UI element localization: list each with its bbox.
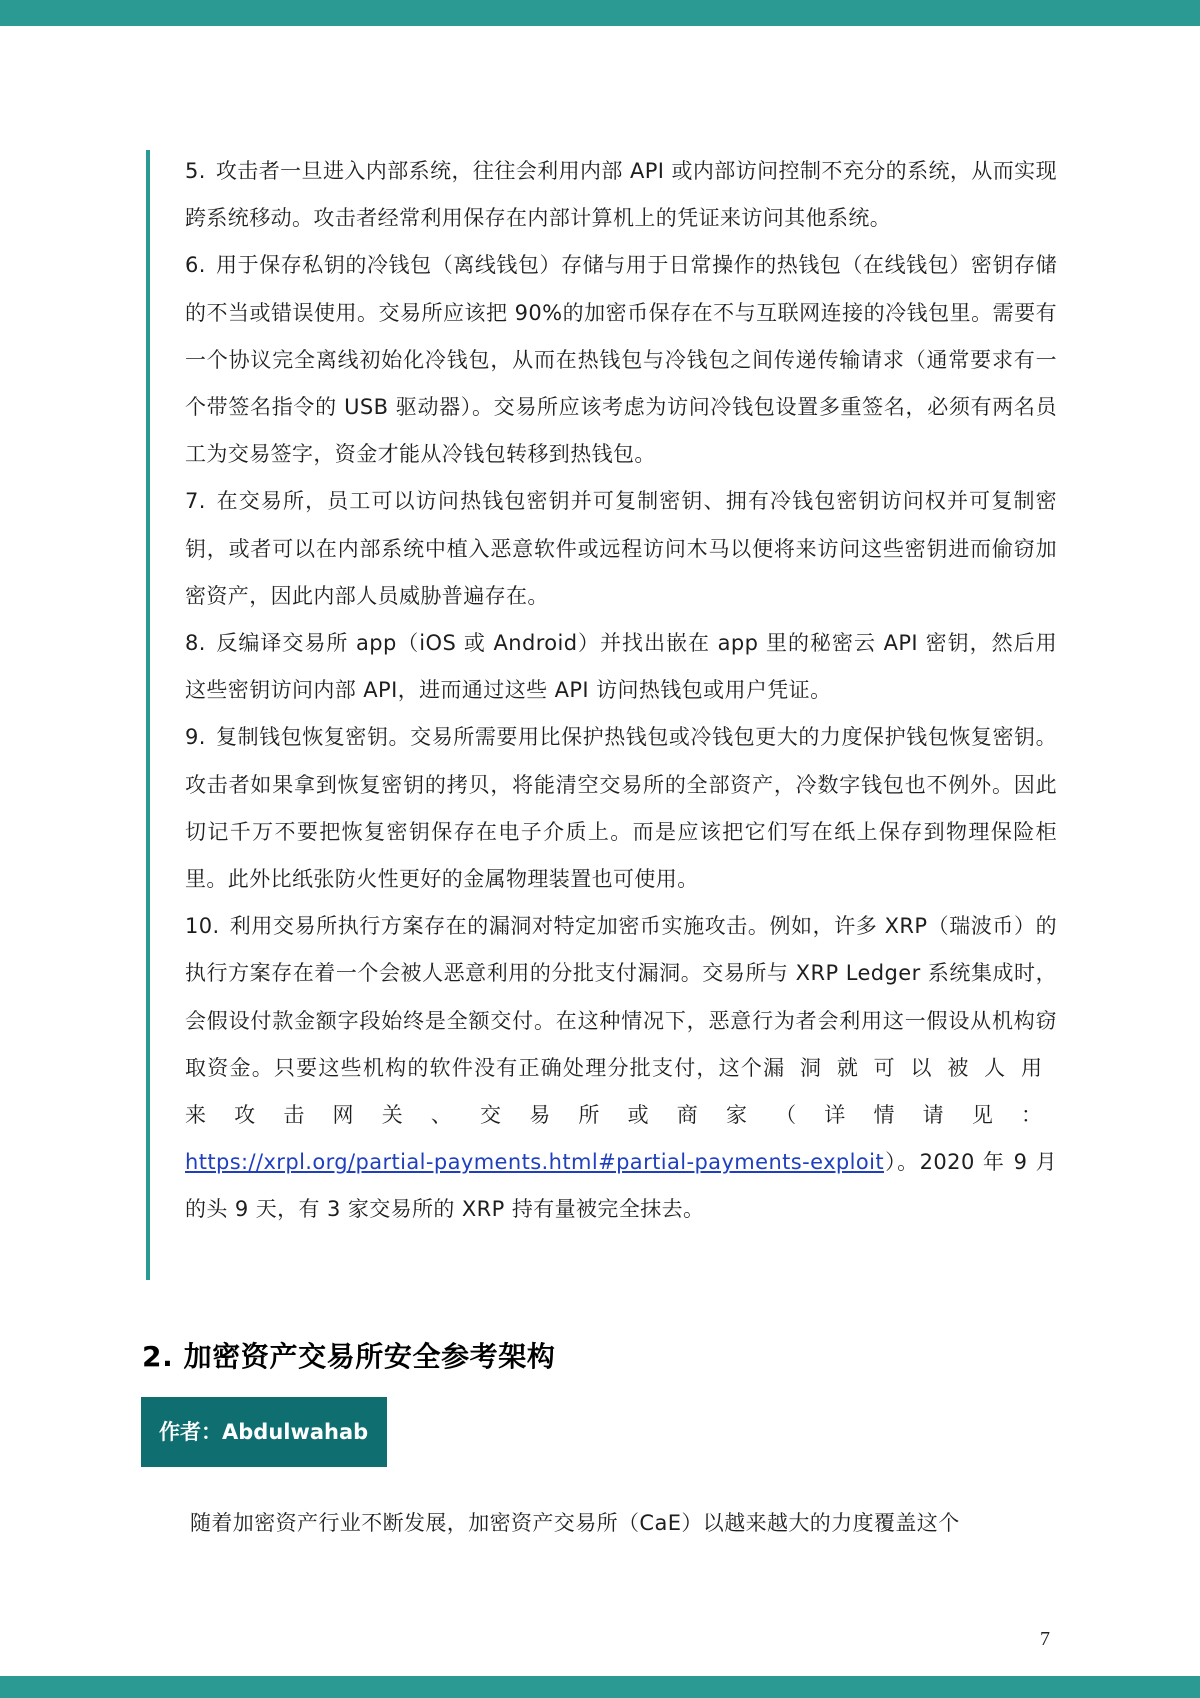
list-item	[185, 714, 1057, 903]
bottom-accent-bar	[0, 1676, 1200, 1698]
list-item-number: 7.	[185, 489, 206, 514]
list-item	[185, 148, 1057, 242]
list-item	[185, 242, 1057, 478]
list-item-text: 反编译交易所 app（iOS 或 Android）并找出嵌在 app 里的秘密云 API 密钥，然后用这些密钥访问内部 API，进而通过这些 API 访问热钱包或用户凭证。	[185, 631, 1057, 703]
partial-payments-link[interactable]: https://xrpl.org/partial-payments.html#partial-payments-exploit	[185, 1150, 884, 1175]
author-label: 作者：Abdulwahab Z	[141, 1397, 387, 1467]
list-item-number: 6.	[185, 253, 206, 278]
page-number: 7	[1040, 1628, 1050, 1650]
section-heading: 2. 加密资产交易所安全参考架构	[142, 1340, 556, 1373]
list-item-text: 在交易所，员工可以访问热钱包密钥并可复制密钥、拥有冷钱包密钥访问权并可复制密钥，或者可以在内部系统中植入恶意软件或远程访问木马以便将来访问这些密钥进而偷窃加密资产，因此内部人员威胁普遍存在。	[185, 489, 1057, 608]
list-item-number: 8.	[185, 631, 206, 656]
numbered-list	[185, 148, 1057, 1234]
top-accent-bar	[0, 0, 1200, 26]
list-item-number: 9.	[185, 725, 206, 750]
list-item-text: 利用交易所执行方案存在的漏洞对特定加密币实施攻击。例如，许多 XRP（瑞波币）的执行方案存在着一个会被人恶意利用的分批支付漏洞。交易所与 XRP Ledger 系统集成时，会假设付款金额字段始终是全额交付。在这种情况下，恶意行为者会利用这一假设从机构窃取资金。只要这些机构的软件没有正确处理分批支付，这个	[185, 914, 1057, 1080]
list-item-text: ）。2020 年 9 月的头 9 天，有 3 家交易所的 XRP 持有量被完全抹去。	[185, 1150, 1057, 1222]
intro-paragraph: 随着加密资产行业不断发展，加密资产交易所（CaE）以越来越大的力度覆盖这个	[190, 1511, 960, 1535]
list-item-text: 攻击者一旦进入内部系统，往往会利用内部 API 或内部访问控制不充分的系统，从而实现跨系统移动。攻击者经常利用保存在内部计算机上的凭证来访问其他系统。	[185, 159, 1057, 231]
list-item	[185, 903, 1057, 1233]
list-item-number: 5.	[185, 159, 206, 183]
list-item-text: 复制钱包恢复密钥。交易所需要用比保护热钱包或冷钱包更大的力度保护钱包恢复密钥。攻击者如果拿到恢复密钥的拷贝，将能清空交易所的全部资产，冷数字钱包也不例外。因此切记千万不要把恢复密钥保存在电子介质上。而是应该把它们写在纸上保存到物理保险柜里。此外比纸张防火性更好的金属物理装置也可使用。	[185, 725, 1057, 892]
blockquote-rule	[146, 150, 150, 1280]
list-item	[185, 620, 1057, 714]
list-item	[185, 478, 1057, 620]
list-item-text: 用于保存私钥的冷钱包（离线钱包）存储与用于日常操作的热钱包（在线钱包）密钥存储的不当或错误使用。交易所应该把 90%的加密币保存在不与互联网连接的冷钱包里。需要有一个协议完全离线初始化冷钱包，从而在热钱包与冷钱包之间传递传输请求（通常要求有一个带签名指令的 USB 驱动器）。交易所应该考虑为访问冷钱包设置多重签名，必须有两名员工为交易签字，资金才能从冷钱包转移到热钱包。	[185, 253, 1057, 467]
list-item-text-spaced: 漏洞就可以被人用来攻击网关、交易所或商家（详情请见：	[185, 1055, 1057, 1128]
list-item-number: 10.	[185, 914, 220, 939]
